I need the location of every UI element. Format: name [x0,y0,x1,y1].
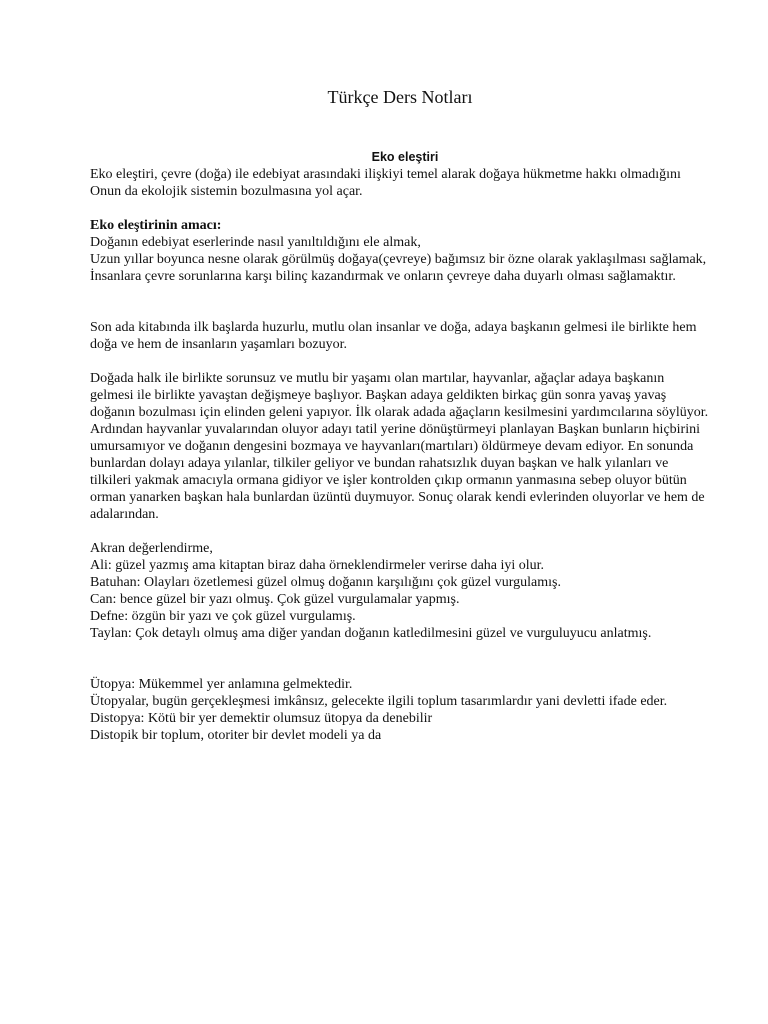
purpose-item: Doğanın edebiyat eserlerinde nasıl yanıltıldığını ele almak, [90,235,421,250]
peer-heading: Akran değerlendirme, [90,541,213,556]
peer-item: Batuhan: Olayları özetlemesi güzel olmuş doğanın karşılığını çok güzel vurgulamış. [90,575,561,590]
utopia-item: Ütopya: Mükemmel yer anlamına gelmektedir. [90,677,353,692]
purpose-item: Uzun yıllar boyunca nesne olarak görülmüş doğaya(çevreye) bağımsız bir özne olarak yaklaşılması sağlamak, [90,252,707,267]
peer-item: Taylan: Çok detaylı olmuş ama diğer yandan doğanın katledilmesini güzel ve vurguluyucu anlatmış. [90,626,652,641]
utopia-item: Distopya: Kötü bir yer demektir olumsuz ütopya da denebilir [90,711,433,726]
intro-line-1: Eko eleştiri, çevre (doğa) ile edebiyat arasındaki ilişkiyi temel alarak doğaya hükmetme hakkı olmadığını [90,167,681,182]
document-title: Türkçe Ders Notları [327,87,473,107]
purpose-heading: Eko eleştirinin amacı: [90,218,222,233]
utopia-item: Distopik bir toplum, otoriter bir devlet modeli ya da [90,728,382,743]
section-title: Eko eleştiri [371,150,439,164]
peer-item: Can: bence güzel bir yazı olmuş. Çok güzel vurgulamalar yapmış. [90,592,460,607]
intro-line-2: Onun da ekolojik sistemin bozulmasına yol açar. [90,184,363,199]
peer-item: Defne: özgün bir yazı ve çok güzel vurgulamış. [90,609,356,624]
purpose-item: İnsanlara çevre sorunlarına karşı bilinç kazandırmak ve onların çevreye daha duyarlı olması sağlamaktır. [90,269,676,284]
paragraph-2: Doğada halk ile birlikte sorunsuz ve mutlu bir yaşamı olan martılar, hayvanlar, ağaçlar adaya başkanın gelmesi ile birlikte yavaştan değişmeye başlıyor. Başkan adaya geldikten birkaç gün sonra yavaş yavaş doğanın bozulması için elinden geleni yapıyor. İlk olarak adada ağaçların kesilmesini yardımcılarına söylüyor. Ardından hayvanlar yuvalarından oluyor adayı tatil yerine dönüştürmeyi planlayan Başkan bunların hiçbirini umursamıyor ve doğanın dengesini bozmaya ve hayvanları(martıları) öldürmeye devam ediyor. En sonunda bunlardan dolayı adaya yılanlar, tilkiler geliyor ve bundan rahatsızlık duyan başkan ve halk yılanları ve tilkileri yakmak amacıyla ormana gidiyor ve işler kontrolden çıkıp ormanın yanmasına sebep oluyor bütün orman yanarken başkan hala bunlardan üzüntü duymuyor. Sonuç olarak kendi evlerinden oluyorlar ve hem de adalarından. [90,371,709,522]
paragraph-1: Son ada kitabında ilk başlarda huzurlu, mutlu olan insanlar ve doğa, adaya başkanın gelmesi ile birlikte hem doğa ve hem de insanların yaşamları bozuyor. [90,320,697,352]
utopia-item: Ütopyalar, bugün gerçekleşmesi imkânsız, gelecekte ilgili toplum tasarımlardır yani devletti ifade eder. [90,694,668,709]
peer-item: Ali: güzel yazmış ama kitaptan biraz daha örneklendirmeler verirse daha iyi olur. [90,558,545,573]
document-body [90,166,710,744]
